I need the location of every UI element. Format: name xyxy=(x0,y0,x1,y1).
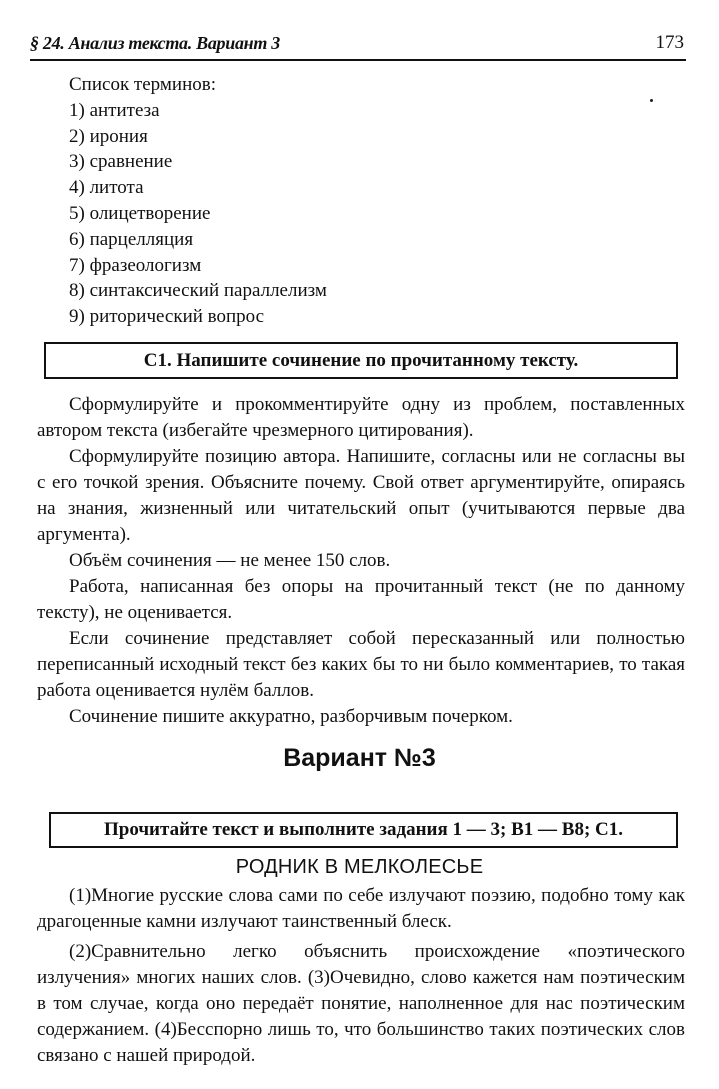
text-paragraph: (2)Сравнительно легко объяснить происхождение «поэтического излучения» многих наших слов. (3)Очевидно, слово кажется нам поэтическим в том случае, когда оно передаёт понятие, наполненное для нас поэтическим содержанием. (4)Бесспорно лишь то, что большинство таких поэтических слов связано с нашей природой. xyxy=(37,941,685,1066)
essay-instructions xyxy=(37,392,685,730)
instruction-paragraph: Объём сочинения — не менее 150 слов. xyxy=(69,550,391,571)
terms-title: Список терминов: xyxy=(69,74,216,95)
text-title: РОДНИК В МЕЛКОЛЕСЬЕ xyxy=(235,856,484,878)
task-read-box: Прочитайте текст и выполните задания 1 — 3; В1 — В8; С1. xyxy=(49,812,678,848)
instruction-paragraph: Если сочинение представляет собой пересказанный или полностью переписанный исходный текст без каких бы то ни было комментариев, то такая работа оценивается нулём баллов. xyxy=(37,628,685,701)
term-item: 5) олицетворение xyxy=(69,202,211,224)
page-number: 173 xyxy=(655,32,684,53)
term-item: 2) ирония xyxy=(69,125,148,147)
page-header xyxy=(30,33,686,61)
terms-list xyxy=(69,72,327,330)
term-item: 4) литота xyxy=(69,177,144,199)
term-item: 3) сравнение xyxy=(69,151,173,173)
term-item: 1) антитеза xyxy=(69,99,160,121)
instruction-paragraph: Сочинение пишите аккуратно, разборчивым почерком. xyxy=(69,706,513,727)
term-item: 9) риторический вопрос xyxy=(69,306,265,328)
running-head: § 24. Анализ текста. Вариант 3 xyxy=(30,33,280,53)
text-paragraph: (1)Многие русские слова сами по себе излучают поэзию, подобно тому как драгоценные камни излучают таинственный блеск. xyxy=(37,885,685,932)
print-speck xyxy=(650,99,653,102)
reading-text xyxy=(37,883,685,1069)
instruction-paragraph: Сформулируйте и прокомментируйте одну из проблем, поставленных автором текста (избегайте чрезмерного цитирования). xyxy=(37,394,685,441)
instruction-paragraph: Сформулируйте позицию автора. Напишите, согласны или не согласны вы с его точкой зрения. Объясните почему. Свой ответ аргументируйте, опираясь на знания, жизненный или читательский опыт (учитываются первые два аргумента). xyxy=(37,446,685,545)
instruction-paragraph: Работа, написанная без опоры на прочитанный текст (не по данному тексту), не оценивается. xyxy=(37,576,685,623)
term-item: 6) парцелляция xyxy=(69,228,194,250)
task-c1-box: С1. Напишите сочинение по прочитанному тексту. xyxy=(44,342,678,379)
variant-title: Вариант №3 xyxy=(283,744,436,772)
term-item: 7) фразеологизм xyxy=(69,254,202,276)
term-item: 8) синтаксический параллелизм xyxy=(69,280,327,302)
